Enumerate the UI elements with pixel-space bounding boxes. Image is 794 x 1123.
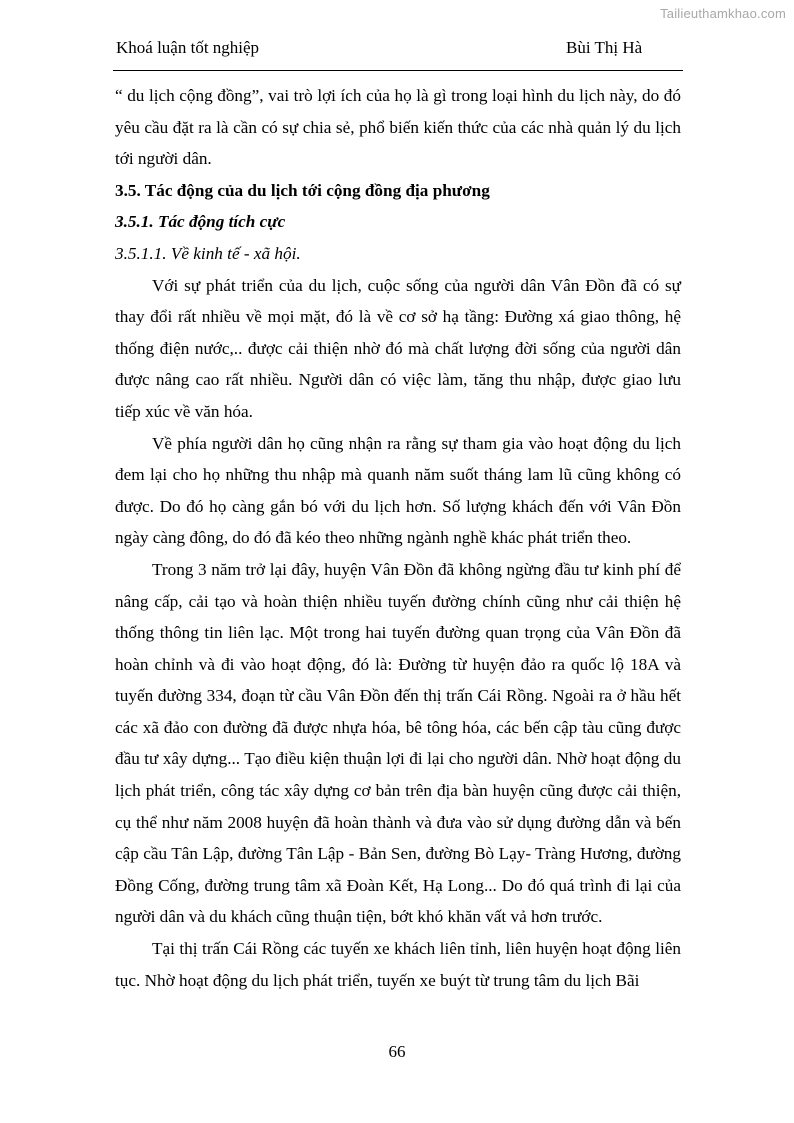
body-paragraph: Về phía người dân họ cũng nhận ra rằng sự tham gia vào hoạt động du lịch đem lại cho họ những thu nhập mà quanh năm suốt tháng lam lũ cũng không có được. Do đó họ càng gắn bó với du lịch hơn. Số lượng khách đến với Vân Đồn ngày càng đông, do đó đã kéo theo những ngành nghề khác phát triển theo. xyxy=(115,433,681,548)
section-heading: 3.5. Tác động của du lịch tới cộng đồng địa phương xyxy=(115,180,490,200)
header-author-name: Bùi Thị Hà xyxy=(566,38,643,57)
subsubsection-heading: 3.5.1.1. Về kinh tế - xã hội. xyxy=(115,243,301,263)
body-paragraph: Trong 3 năm trở lại đây, huyện Vân Đồn đã không ngừng đầu tư kinh phí để nâng cấp, cải tạo và hoàn thiện nhiều tuyến đường chính cũng như cải thiện hệ thống thông tin liên lạc. Một trong hai tuyến đường quan trọng của Vân Đồn đã hoàn chỉnh và đi vào hoạt động, đó là: Đường từ huyện đảo ra quốc lộ 18A và tuyến đường 334, đoạn từ cầu Vân Đồn đến thị trấn Cái Rồng. Ngoài ra ở hầu hết các xã đảo con đường đã được nhựa hóa, bê tông hóa, các bến cập tàu cũng được đầu tư xây dựng... Tạo điều kiện thuận lợi đi lại cho người dân. Nhờ hoạt động du lịch phát triển, công tác xây dựng cơ bản trên địa bàn huyện cũng được cải thiện, cụ thể như năm 2008 huyện đã hoàn thành và đưa vào sử dụng đường dẫn và bến cập cầu Tân Lập, đường Tân Lập - Bản Sen, đường Bò Lạy- Tràng Hương, đường Đồng Cống, đường trung tâm xã Đoàn Kết, Hạ Long... Do đó quá trình đi lại của người dân và du khách cũng thuận tiện, bớt khó khăn vất vả hơn trước. xyxy=(115,559,681,927)
page-header xyxy=(116,38,680,64)
header-divider xyxy=(113,70,683,71)
intro-paragraph: “ du lịch cộng đồng”, vai trò lợi ích của họ là gì trong loại hình du lịch này, do đó yêu cầu đặt ra là cần có sự chia sẻ, phổ biến kiến thức của các nhà quản lý du lịch tới người dân. xyxy=(115,86,681,169)
header-thesis-title: Khoá luận tốt nghiệp xyxy=(116,38,260,57)
subsection-heading: 3.5.1. Tác động tích cực xyxy=(115,212,286,232)
watermark-text: Tailieuthamkhao.com xyxy=(660,6,786,21)
body-paragraph: Tại thị trấn Cái Rồng các tuyến xe khách liên tỉnh, liên huyện hoạt động liên tục. Nhờ hoạt động du lịch phát triển, tuyến xe buýt từ trung tâm du lịch Bãi xyxy=(115,939,681,990)
body-paragraph: Với sự phát triển của du lịch, cuộc sống của người dân Vân Đồn đã có sự thay đổi rất nhiều về mọi mặt, đó là về cơ sở hạ tầng: Đường xá giao thông, hệ thống điện nước,.. được cải thiện nhờ đó mà chất lượng đời sống của người dân được nâng cao rất nhiều. Người dân có việc làm, tăng thu nhập, được giao lưu tiếp xúc về văn hóa. xyxy=(115,275,681,421)
document-body xyxy=(115,80,681,996)
page-number: 66 xyxy=(388,1042,406,1061)
